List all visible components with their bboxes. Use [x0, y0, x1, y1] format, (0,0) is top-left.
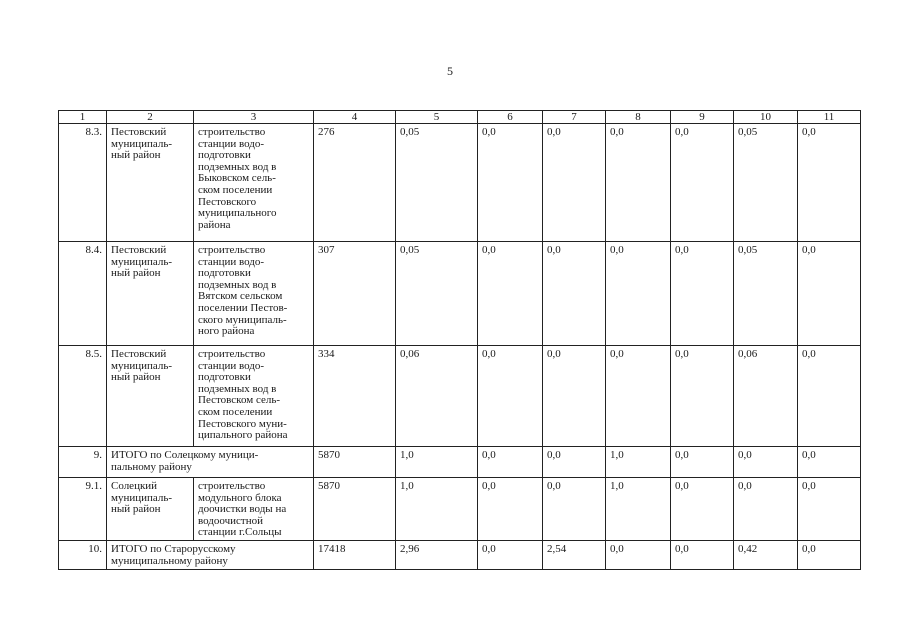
value-cell: 0,0: [606, 540, 671, 569]
value-cell: 0,06: [396, 346, 478, 447]
value-cell: 1,0: [396, 447, 478, 478]
value-cell: 0,05: [734, 242, 798, 346]
value-cell: 0,0: [606, 124, 671, 242]
table-row: [59, 242, 861, 346]
value-cell: 0,0: [671, 447, 734, 478]
page-number: 5: [447, 64, 453, 78]
value-cell: 0,0: [671, 346, 734, 447]
column-header: 4: [314, 111, 396, 124]
value-cell: 1,0: [606, 447, 671, 478]
value-cell: 0,0: [478, 478, 543, 541]
value-cell: 276: [314, 124, 396, 242]
row-number: 8.4.: [59, 242, 107, 346]
total-label-cell: ИТОГО по Старорусскому муниципальному району: [107, 540, 314, 569]
value-cell: 0,0: [478, 124, 543, 242]
value-cell: 0,0: [478, 242, 543, 346]
column-header: 5: [396, 111, 478, 124]
district-cell: Солецкий муниципаль- ный район: [107, 478, 194, 541]
row-number: 9.1.: [59, 478, 107, 541]
table-row: [59, 478, 861, 541]
column-header: 2: [107, 111, 194, 124]
column-header: 11: [798, 111, 861, 124]
value-cell: 0,0: [798, 124, 861, 242]
value-cell: 0,0: [543, 124, 606, 242]
value-cell: 0,0: [798, 242, 861, 346]
row-number: 9.: [59, 447, 107, 478]
value-cell: 0,42: [734, 540, 798, 569]
value-cell: 17418: [314, 540, 396, 569]
description-cell: строительство станции водо- подготовки подземных вод в Вятском сельском поселении Пестов- ского муниципаль- ного района: [194, 242, 314, 346]
value-cell: 0,05: [396, 242, 478, 346]
value-cell: 2,54: [543, 540, 606, 569]
column-header: 1: [59, 111, 107, 124]
value-cell: 1,0: [606, 478, 671, 541]
value-cell: 0,0: [671, 540, 734, 569]
value-cell: 307: [314, 242, 396, 346]
value-cell: 0,06: [734, 346, 798, 447]
value-cell: 0,0: [543, 447, 606, 478]
value-cell: 334: [314, 346, 396, 447]
value-cell: 0,0: [543, 346, 606, 447]
value-cell: 0,05: [396, 124, 478, 242]
column-header: 9: [671, 111, 734, 124]
value-cell: 0,0: [734, 478, 798, 541]
value-cell: 0,0: [798, 540, 861, 569]
column-header: 3: [194, 111, 314, 124]
value-cell: 0,0: [478, 346, 543, 447]
value-cell: 0,0: [671, 242, 734, 346]
column-header: 6: [478, 111, 543, 124]
description-cell: строительство станции водо- подготовки подземных вод в Быковском сель- ском поселении Пестовского муниципального района: [194, 124, 314, 242]
table-row: [59, 124, 861, 242]
value-cell: 2,96: [396, 540, 478, 569]
value-cell: 0,0: [543, 242, 606, 346]
value-cell: 0,05: [734, 124, 798, 242]
value-cell: 0,0: [798, 478, 861, 541]
value-cell: 0,0: [606, 346, 671, 447]
value-cell: 0,0: [478, 540, 543, 569]
data-table: [58, 110, 861, 570]
row-number: 10.: [59, 540, 107, 569]
district-cell: Пестовский муниципаль- ный район: [107, 346, 194, 447]
district-cell: Пестовский муниципаль- ный район: [107, 124, 194, 242]
column-header: 7: [543, 111, 606, 124]
table-row: [59, 346, 861, 447]
value-cell: 5870: [314, 478, 396, 541]
column-header: 8: [606, 111, 671, 124]
value-cell: 0,0: [798, 447, 861, 478]
value-cell: 0,0: [798, 346, 861, 447]
column-number-row: [59, 111, 861, 124]
value-cell: 1,0: [396, 478, 478, 541]
description-cell: строительство станции водо- подготовки подземных вод в Пестовском сель- ском поселении Пестовского муни- ципального района: [194, 346, 314, 447]
value-cell: 0,0: [671, 478, 734, 541]
total-row: [59, 540, 861, 569]
value-cell: 0,0: [734, 447, 798, 478]
total-row: [59, 447, 861, 478]
description-cell: строительство модульного блока доочистки воды на водоочистной станции г.Сольцы: [194, 478, 314, 541]
row-number: 8.3.: [59, 124, 107, 242]
value-cell: 5870: [314, 447, 396, 478]
total-label-cell: ИТОГО по Солецкому муници- пальному району: [107, 447, 314, 478]
value-cell: 0,0: [606, 242, 671, 346]
row-number: 8.5.: [59, 346, 107, 447]
value-cell: 0,0: [543, 478, 606, 541]
value-cell: 0,0: [671, 124, 734, 242]
value-cell: 0,0: [478, 447, 543, 478]
district-cell: Пестовский муниципаль- ный район: [107, 242, 194, 346]
column-header: 10: [734, 111, 798, 124]
